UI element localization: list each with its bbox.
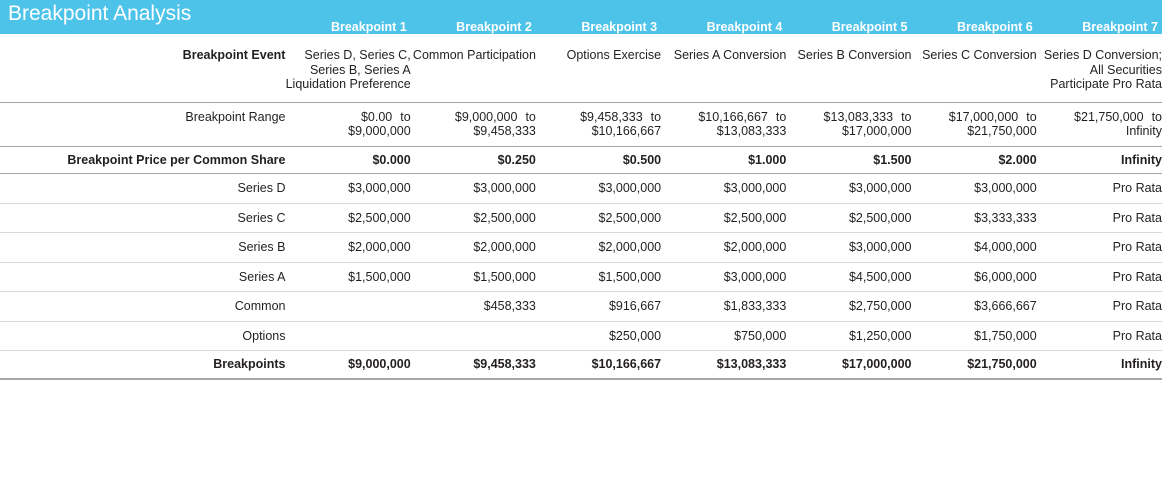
column-header-breakpoint-2: Breakpoint 2 xyxy=(456,19,532,34)
series-c-value-5: $2,500,000 xyxy=(786,203,911,233)
series-d-value-7: Pro Rata xyxy=(1037,174,1162,204)
series-d-value-3: $3,000,000 xyxy=(536,174,661,204)
series-b-value-6: $4,000,000 xyxy=(912,233,1037,263)
range-connector-3: to xyxy=(650,109,662,124)
range-from-4: $10,166,667 xyxy=(698,109,768,124)
total-value-5: $17,000,000 xyxy=(786,351,911,379)
row-label-breakpoint-event: Breakpoint Event xyxy=(182,48,286,62)
series-d-value-1: $3,000,000 xyxy=(285,174,410,204)
row-label-common: Common xyxy=(0,292,285,322)
row-label-series-c: Series C xyxy=(0,203,285,233)
series-b-value-4: $2,000,000 xyxy=(661,233,786,263)
series-d-value-5: $3,000,000 xyxy=(786,174,911,204)
total-value-1: $9,000,000 xyxy=(285,351,410,379)
row-label-series-a: Series A xyxy=(0,262,285,292)
column-header-breakpoint-6: Breakpoint 6 xyxy=(956,19,1033,34)
options-value-7: Pro Rata xyxy=(1037,321,1162,351)
series-c-value-7: Pro Rata xyxy=(1037,203,1162,233)
column-header-breakpoint-3: Breakpoint 3 xyxy=(581,19,658,34)
range-to-6: $21,750,000 xyxy=(967,124,1037,138)
table-row xyxy=(0,203,1162,233)
price-value-5: $1.500 xyxy=(786,146,911,174)
total-value-7: Infinity xyxy=(1037,351,1162,379)
series-c-value-4: $2,500,000 xyxy=(661,203,786,233)
range-cell-4 xyxy=(661,102,786,146)
series-b-value-5: $3,000,000 xyxy=(786,233,911,263)
range-to-2: $9,458,333 xyxy=(473,124,536,138)
column-header-breakpoint-7: Breakpoint 7 xyxy=(1082,19,1158,34)
total-value-2: $9,458,333 xyxy=(411,351,536,379)
range-from-5: $13,083,333 xyxy=(823,109,894,124)
table-row xyxy=(0,262,1162,292)
range-connector-6: to xyxy=(1026,109,1037,124)
total-value-6: $21,750,000 xyxy=(912,351,1037,379)
series-a-value-4: $3,000,000 xyxy=(661,262,786,292)
series-a-value-6: $6,000,000 xyxy=(912,262,1037,292)
common-value-2: $458,333 xyxy=(411,292,536,322)
series-b-value-7: Pro Rata xyxy=(1037,233,1162,263)
series-a-value-3: $1,500,000 xyxy=(536,262,661,292)
column-header-row xyxy=(0,0,1162,38)
price-value-4: $1.000 xyxy=(661,146,786,174)
series-c-value-3: $2,500,000 xyxy=(536,203,661,233)
range-from-1: $0.00 xyxy=(360,109,393,124)
series-c-value-6: $3,333,333 xyxy=(912,203,1037,233)
series-c-value-2: $2,500,000 xyxy=(411,203,536,233)
series-a-value-5: $4,500,000 xyxy=(786,262,911,292)
common-value-6: $3,666,667 xyxy=(912,292,1037,322)
series-b-value-1: $2,000,000 xyxy=(285,233,410,263)
event-value-4: Series A Conversion xyxy=(673,48,787,62)
common-value-7: Pro Rata xyxy=(1037,292,1162,322)
series-a-value-7: Pro Rata xyxy=(1037,262,1162,292)
range-cell-3 xyxy=(536,102,661,146)
range-from-3: $9,458,333 xyxy=(580,109,643,124)
series-d-value-4: $3,000,000 xyxy=(661,174,786,204)
range-connector-4: to xyxy=(775,109,787,124)
range-connector-1: to xyxy=(400,109,411,124)
row-label-breakpoint-price: Breakpoint Price per Common Share xyxy=(0,146,285,174)
range-cell-2 xyxy=(411,102,536,146)
column-header-breakpoint-4: Breakpoint 4 xyxy=(706,19,783,34)
series-b-value-2: $2,000,000 xyxy=(411,233,536,263)
page-title: Breakpoint Analysis xyxy=(8,2,192,25)
row-label-series-b: Series B xyxy=(0,233,285,263)
row-label-breakpoint-range: Breakpoint Range xyxy=(0,102,285,146)
series-c-value-1: $2,500,000 xyxy=(285,203,410,233)
range-to-3: $10,166,667 xyxy=(591,124,662,138)
range-cell-1 xyxy=(285,102,410,146)
options-value-6: $1,750,000 xyxy=(912,321,1037,351)
range-to-1: $9,000,000 xyxy=(348,124,411,138)
series-b-value-3: $2,000,000 xyxy=(536,233,661,263)
row-label-options: Options xyxy=(0,321,285,351)
range-cell-7 xyxy=(1037,102,1162,146)
table-row-breakpoint-event xyxy=(0,38,1162,102)
table-row-breakpoint-range xyxy=(0,102,1162,146)
range-connector-2: to xyxy=(525,109,536,124)
range-connector-5: to xyxy=(901,109,912,124)
row-label-breakpoints: Breakpoints xyxy=(0,351,285,379)
range-from-7: $21,750,000 xyxy=(1074,109,1144,124)
series-a-value-2: $1,500,000 xyxy=(411,262,536,292)
options-value-3: $250,000 xyxy=(536,321,661,351)
range-cell-6 xyxy=(912,102,1037,146)
price-value-6: $2.000 xyxy=(912,146,1037,174)
options-value-4: $750,000 xyxy=(661,321,786,351)
common-value-5: $2,750,000 xyxy=(786,292,911,322)
range-to-4: $13,083,333 xyxy=(716,124,787,138)
range-from-2: $9,000,000 xyxy=(454,109,518,124)
row-label-series-d: Series D xyxy=(0,174,285,204)
range-from-6: $17,000,000 xyxy=(948,109,1019,124)
table-row xyxy=(0,174,1162,204)
table-row-breakpoint-price xyxy=(0,146,1162,174)
series-d-value-2: $3,000,000 xyxy=(411,174,536,204)
common-value-3: $916,667 xyxy=(536,292,661,322)
table-row xyxy=(0,292,1162,322)
price-value-2: $0.250 xyxy=(411,146,536,174)
range-cell-5 xyxy=(786,102,911,146)
event-value-5: Series B Conversion xyxy=(797,48,912,62)
price-value-7: Infinity xyxy=(1037,146,1162,174)
price-value-1: $0.000 xyxy=(285,146,410,174)
column-header-breakpoint-1: Breakpoint 1 xyxy=(330,19,407,34)
event-value-7: Series D Conversion; All Securities Participate Pro Rata xyxy=(1043,48,1162,91)
total-value-3: $10,166,667 xyxy=(536,351,661,379)
common-value-4: $1,833,333 xyxy=(661,292,786,322)
event-value-1: Series D, Series C, Series B, Series A Liquidation Preference xyxy=(285,48,411,91)
range-connector-7: to xyxy=(1151,109,1162,124)
table-row-breakpoints-total xyxy=(0,351,1162,379)
event-value-3: Options Exercise xyxy=(566,48,662,62)
common-value-1 xyxy=(285,292,410,322)
table-row xyxy=(0,321,1162,351)
event-value-2: Common Participation xyxy=(412,48,536,62)
range-to-7: Infinity xyxy=(1125,124,1162,138)
total-value-4: $13,083,333 xyxy=(661,351,786,379)
series-d-value-6: $3,000,000 xyxy=(912,174,1037,204)
price-value-3: $0.500 xyxy=(536,146,661,174)
options-value-1 xyxy=(285,321,410,351)
event-value-6: Series C Conversion xyxy=(922,48,1037,62)
column-header-breakpoint-5: Breakpoint 5 xyxy=(831,19,908,34)
series-a-value-1: $1,500,000 xyxy=(285,262,410,292)
range-to-5: $17,000,000 xyxy=(841,124,912,138)
options-value-5: $1,250,000 xyxy=(786,321,911,351)
options-value-2 xyxy=(411,321,536,351)
table-row xyxy=(0,233,1162,263)
header-corner-cell xyxy=(0,0,285,38)
